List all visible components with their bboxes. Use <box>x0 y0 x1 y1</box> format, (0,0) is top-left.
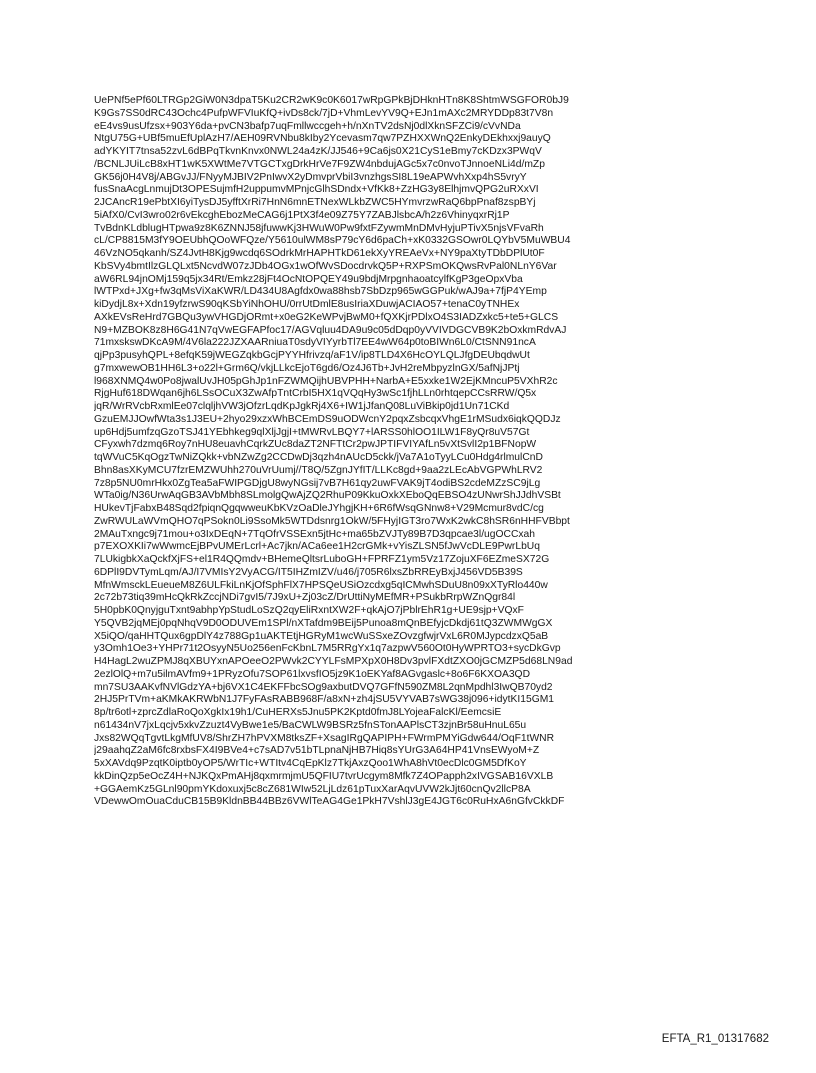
text-line: WTa0ig/N36UrwAqGB3AVbMbh8SLmolgQwAjZQ2RhuP09KkuOxkXEboQqEBSO4zUNwrShJJdhVSBt <box>94 490 561 502</box>
text-line: 71mxskswDKcA9M/4V6la222JZXAARniuaT0sdyVIYyrbTl7EE4wW64p0toBIWn6L0/CtSNN91ncA <box>94 337 536 349</box>
text-line: HUkevTjFabxB48Sqd2fpiqnQgqwweuKbKVzOaDleJYhgjKH+6R6fWsqGNnw8+V29Mcmur8vdC/cg <box>94 503 544 514</box>
text-line: +GGAemKz5GLnl90pmYKdoxuxj5c8cZ681WIw52LjLdz61pTuxXarAqvUVW2kJjt60cnQv2llcP8A <box>94 783 531 795</box>
text-line: AXkEVsReHrd7GBQu3ywVHGDjORmt+x0eG2KeWPvjBwM0+fQXKjrPDlxO4S3IADZxkc5+te5+GLCS <box>94 311 559 323</box>
text-line: eE4vs9usUfzsx+903Y6da+pvCN3bafp7uqFmllwccgeh+h/nXnTV2dsNj0dlXknSFZCi9/cVvNDa <box>94 120 521 132</box>
text-line: K9Gs7SS0dRC43Ochc4PufpWFVIuKfQ+ivDs8ck/7jD+VhmLevYV9Q+EJn1mAXc2MRYDDp83t7V8n <box>94 107 554 119</box>
text-line: NtgU75G+UBf5muEfUplAzH7/AEH09RVNbu8kIby2Ycevasm7qw7PZHXXWnQ2EnkyDEkhxxj9auyQ <box>94 133 551 145</box>
text-line: Y5QVB2jqMEj0pqNhqV9D0ODUVEm1SPl/nXTafdm9BEij5Punoa8mQnBEfyjcDkdj61tQ3ZWMWgGX <box>94 617 553 629</box>
text-line: Jxs82WQqTgvtLkgMfUV8/ShrZH7hPVXM8tksZF+XsagIRgQAPIPH+FWrmPMYiGdw644/OqF1tWNR <box>94 732 555 744</box>
text-line: VDewwOmOuaCduCB15B9KldnBB44BBz6VWlTeAG4Ge1PkH7VshlJ3gE4JGT6c0RuHxA6nGfvCkkDF <box>94 796 565 808</box>
text-line: aW6RL94jnOMj159q5jx34Rt/Emkz28jFt4OcNtOPQEY49u9bdjMrpgnhaoatcylfKgP3geOpxVba <box>94 273 523 285</box>
text-line: N9+MZBOK8z8H6G41N7qVwEGFAPfoc17/AGVqluu4DA9u9c05dDqp0yVVIVDGCVB9K2bOxkmRdvAJ <box>94 324 567 336</box>
text-line: GzuEMJJOwfWta3s1J3EU+2hyo29xzxWhBCEmDS9uODWcnY2pqxZsbcqxVhgE1rMSudx6iqkQQDJz <box>94 413 561 425</box>
text-line: 2JCAncR19ePbtXI6yiTysDJ5yfftXrRi7HnN6mnETNexWLkbZWC5HYmvrzwRaQ6bpPnaf8zspBYj <box>94 197 536 208</box>
text-line: mn7SU3AAKvfNVlGdzYA+bj6VX1C4EKFFbcSOg9axbutDVQ7GFfN590ZM8L2qnMpdhl3IwQB70yd2 <box>94 681 553 693</box>
text-line: fusSnaAcgLnmujDt3OPESujmfH2uppumvMPnjcGlhSDndx+VfKk8+ZzHG3y8ElhjmvQPG2uRXxVI <box>94 184 539 196</box>
text-line: jqR/WrRVcbRxmlEe07clqljhVW3jOfzrLqdKpJgkRj4X6+IW1jJfanQ08LuViBkip0jd1Un71CKd <box>94 401 510 412</box>
encoded-text-block <box>94 95 734 809</box>
text-line: adYKYIT7tnsa52zvL6dBPqTkvnKnvx0NWL24a4zK/JJ546+9Ca6js0X21CyS1eBmy7cKDzx3PWqV <box>94 146 542 157</box>
text-line: 5iAfX0/CvI3wro02r6vEkcghEbozMeCAG6j1PtX3f4e09Z75Y7ZABJlsbcA/h2z6VhinyqxrRj1P <box>94 209 510 221</box>
text-line: GK56j0H4V8j/ABGvJJ/FNyyMJBIV2PnIwvX2yDmvprVbiI3vnzhgsSI8L19eAPWvhXxp4hS5vryY <box>94 171 527 183</box>
text-line: kiDydjL8x+Xdn19yfzrwS90qKSbYiNhOHU/0rrUtDmlE8usIriaXDuwjACIAO57+tenaC0yTNHEx <box>94 299 520 310</box>
text-line: 2HJ5PrTVm+aKMkAKRWbN1J7FyFAsRABB968F/a8xN+zh4jSU5VYVAB7sWG38j096+idytKI15GM1 <box>94 694 555 706</box>
document-id-footer: EFTA_R1_01317682 <box>661 1033 769 1045</box>
text-line: TvBdnKLdblugHTpwa9z8K6ZNNJ58jfuwwKj3HWuW0Pw9fxtFZywmMnDMvHyjuPTivX5njsVFvaRh <box>94 222 544 234</box>
text-line: y3Omh1Oe3+YHPr71t2OsyyN5Uo256enFcKbnL7M5RRgYx1q7azpwV560Ot0HyWPRTO3+sycDkGvp <box>94 643 561 655</box>
text-line: lWTPxd+JXg+fw3qMsViXaKWR/LD434U8Agfdx0wa88hsb7SbDzp965wGGPuk/wAJ9a+7fjP4YEmp <box>94 286 547 298</box>
text-line: cL/CP8815M3fY9OEUbhQOoWFQze/Y5610ulWM8sP79cY6d6paCh+xK0332GSOwr0LQYbV5MuWBU4 <box>94 235 571 247</box>
text-line: kkDinQzp5eOcZ4H+NJKQxPmAHj8qxmrmjmU5QFIU7tvrUcgym8Mfk7Z4OPapph2xIVGSAB16VXLB <box>94 770 554 782</box>
text-line: qjPp3pusyhQPL+8efqK59jWEGZqkbGcjPYYHfrivzq/aF1V/ip8TLD4X6HcOYLQLJfgDEUbqdwUt <box>94 350 530 361</box>
text-line: 7LUkigbkXaQckfXjFS+el1R4QQmdv+BHemeQltsrLuboGH+FPRFZ1ym5Vz17ZojuXF6EZmeSX72G <box>94 554 550 565</box>
text-line: 2ezlOlQ+m7u5ilmAVfm9+1PRyzOfu7SOP61lxvsfIO5jz9K1oEKYaf8AGvgaslc+8o6F6KXOA3QD <box>94 668 531 680</box>
text-line: n61434nV7jxLqcjv5xkvZzuzt4VyBwe1e5/BaCWLW9BSRz5fnSTonAAPlsCT3zjnBr58uHnuL65u <box>94 719 527 731</box>
text-line: 7z8p5NU0mrHkx0ZgTea5aFWIPGDjgU8wyNGsij7vB7H61qy2uwFVAK9jT4odiBS2cdeMZzSC9jLg <box>94 477 541 489</box>
text-line: 5xXAVdq9PzqtK0iptb0yOP5/WrTIc+WTItv4CqEpKlz7TkjAxzQoo1WhA8hVt0ecDlc0GM5DfKoY <box>94 758 527 769</box>
text-line: KbSVy4bmtIlzGLQLxt5NcvdW07zJDb4OGx1wOfWvSDocdrvkQ5P+RXPSmOKQwsRvPal0NLnY6Var <box>94 260 557 272</box>
text-line: /BCNLJUiLcB8xHT1wK5XWtMe7VTGCTxgDrkHrVe7F9ZW4nbdujAGc5x7c0nvoTJnnoeNLi4d/mZp <box>94 158 545 170</box>
text-line: UePNf5ePf60LTRGp2GiW0N3dpaT5Ku2CR2wK9c0K6017wRpGPkBjDHknHTn8K8ShtmWSGFOR0bJ9 <box>94 95 569 106</box>
text-line: ZwRWULaWVmQHO7qPSokn0Li9SsoMk5WTDdsnrg1OkW/5FHyjIGT3ro7WxK2wkC8hSR6nHHFVBbpt <box>94 515 570 527</box>
text-line: RjgHuf618DWqan6jh6LSsOCuX3ZwAfpTntCrbI5HX1qVQqHy3wSc1fjhLLn0rhtqepCCsRRW/Q5x <box>94 388 537 400</box>
text-line: p7EXOXKIi7wWwmcEjBPvUMErLcrl+Ac7jkn/ACa6ee1H2crGMk+vYisZLSN5fJwVcDLE9PwrLbUq <box>94 541 540 553</box>
text-line: CFyxwh7dzmq6Roy7nHU8euavhCqrkZUc8daZT2NFTtCr2pwJPTIFVIYAfLn5vXtSvlI2p1BFNopW <box>94 439 537 451</box>
text-line: H4HagL2wuZPMJ8qXBUYxnAPOeeO2PWvk2CYYLFsMPXpX0H8Dv3pvlFXdtZXO0jGCMZP5d68LN9ad <box>94 656 573 667</box>
text-line: 8p/tr6otl+zprcZdlaRoQoXgkIx19h1/CuHERXs5Jnu5PK2Kptd0fmJ8LYojeaFalcKl/EemcsiE <box>94 707 502 718</box>
text-line: Bhn8asXKyMCU7fzrEMZWUhh270uVrUumj//T8Q/5ZgnJYfIT/LLKc8gd+9aa2zLEcAbVGPWhLRV2 <box>94 464 543 476</box>
text-line: tqWVuC5KqOgzTwNiZQkk+vbNZwZg2CCDwDj3qzh4nAUcD5ckk/jVa7A1oTyyLCu0Hdg4rlmulCnD <box>94 452 543 463</box>
text-line: j29aahqZ2aM6fc8rxbsFX4I9BVe4+c7sAD7v51bTLpnaNjHB7Hiq8sYUrG3A64HP41VnsEWyoM+Z <box>94 745 540 757</box>
text-line: 6DPlI9DVTymLqm/AJ/I7VMIsY2VyACG/IT5IHZmIZV/u46/j705R6lxsZbRREyBxjJ456VD5B39S <box>94 566 523 578</box>
text-line: g7mxwewOB1HH6L3+o22l+Grm6Q/vkjLLkcEjoT6gd6/Oz4J6Tb+JvH2reMbpyzlnGX/5afNjJPtj <box>94 362 520 374</box>
text-line: up6Hdj5umfzqGzoTSJ41YEbhkeg9qlXljJgjI+tMWRvLBQY7+lARSS0hlOO1ILW1F8yQr8uV57Gt <box>94 426 530 438</box>
text-line: l968XNMQ4w0Po8jwalUvJH05pGhJp1nFZWMQijhUBVPHH+NarbA+E5xxke1W2EjKMncuP5VXhR2c <box>94 375 558 387</box>
text-line: 2MAuTxngc9j71mou+o3IxDEqN+7TqOfrVSSExn5jtHc+ma65bZVJTy89B7D3qpcae3l/ugOCCxah <box>94 528 535 540</box>
text-line: X5iQO/qaHHTQux6gpDlY4z788Gp1uAKTEtjHGRyM1wcWuSSxeZOvzgfwjrVxL6R0MJypcdzxQ5aB <box>94 630 549 642</box>
text-line: MfnWmsckLEueueM8Z6ULFkiLnKjOfSphFlX7HPSQeUSiOzcdxg5qICMwhSDuU8n09xXTyRlo440w <box>94 579 548 591</box>
text-line: 46VzNO5qkanh/SZ4JvtH8Kjg9wcdq6SOdrkMrHAPHTkD61ekXyYREAeVx+NY9paXtyTDbDPlUt0F <box>94 248 545 259</box>
text-line: 5H0pbK0QnyjguTxnt9abhpYpStudLoSzQ2qyEliRxntXW2F+qkAjO7jPblrEhR1g+UE9sjp+VQxF <box>94 605 524 616</box>
text-line: 2c72b73tiq39mHcQkRkZccjNDi7gvI5/7J9xU+Zj03cZ/DrUttiNyMEfMR+PSukbRrpWZnQgr84l <box>94 592 516 604</box>
